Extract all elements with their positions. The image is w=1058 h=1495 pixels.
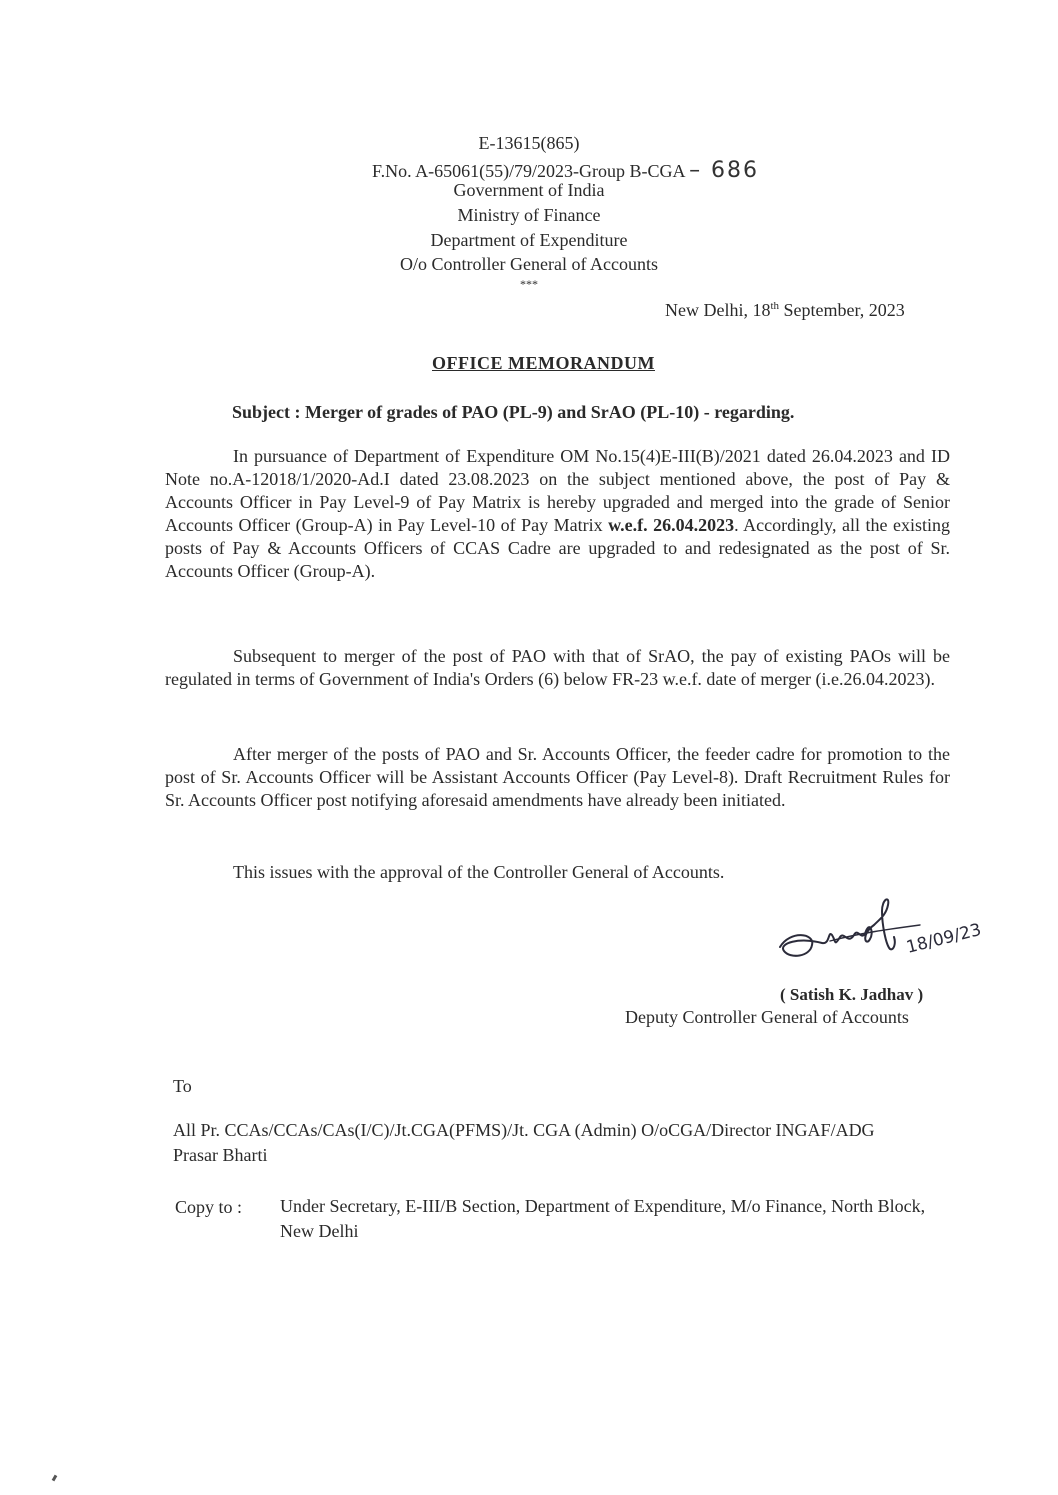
file-reference: E-13615(865) <box>478 133 580 153</box>
copy-to-label: Copy to : <box>175 1197 243 1217</box>
paragraph-3 <box>165 743 950 812</box>
paragraph-1-text-a: In pursuance of Department of Expenditure OM No.15(4)E-III(B)/2021 dated 26.04.2023 and ID Note no.A-12018/1/2020-Ad.I dated 23.08.2023 on the subject mentioned above, the post of Pay & Accounts Officer in Pay Level-9 of Pay Matrix is hereby upgraded and merged into the grade of Senior Accounts Officer (Group-A) in Pay Level-10 of Pay Matrix <box>165 446 950 535</box>
signature-date: 18/09/23 <box>904 919 984 958</box>
paragraph-1-bold: w.e.f. 26.04.2023 <box>608 515 735 535</box>
office-name: O/o Controller General of Accounts <box>400 254 658 274</box>
header-separator: *** <box>520 277 538 291</box>
paragraph-4: This issues with the approval of the Controller General of Accounts. <box>233 862 725 882</box>
paragraph-1 <box>165 445 950 583</box>
date-rest: September, 2023 <box>779 300 905 320</box>
paragraph-3-text: After merger of the posts of PAO and Sr. Accounts Officer, the feeder cadre for promotion to the post of Sr. Accounts Officer will be Assistant Accounts Officer (Pay Level-8). Draft Recruitment Rules for Sr. Accounts Officer post notifying aforesaid amendments have already been initiated. <box>165 744 950 810</box>
copy-to-text: Under Secretary, E-III/B Section, Department of Expenditure, M/o Finance, North Block, New Delhi <box>280 1196 926 1241</box>
memo-subject: Subject : Merger of grades of PAO (PL-9) and SrAO (PL-10) - regarding. <box>232 402 795 422</box>
signer-designation: Deputy Controller General of Accounts <box>625 1007 909 1027</box>
handwritten-signature <box>770 885 995 975</box>
date-place: New Delhi, 18 <box>665 300 771 320</box>
handwritten-number: – 686 <box>689 158 760 183</box>
paragraph-2-text: Subsequent to merger of the post of PAO with that of SrAO, the pay of existing PAOs will be regulated in terms of Government of India's Orders (6) below FR-23 w.e.f. date of merger (i.e.26.04.2023). <box>165 646 950 689</box>
department-name: Department of Expenditure <box>430 230 628 250</box>
recipients: All Pr. CCAs/CCAs/CAs(I/C)/Jt.CGA(PFMS)/Jt. CGA (Admin) O/oCGA/Director INGAF/ADG Prasar Bharti <box>173 1120 875 1165</box>
ministry-name: Ministry of Finance <box>457 205 601 225</box>
to-label: To <box>173 1076 192 1096</box>
paragraph-1-text-b: . Accordingly, all the existing posts of Pay & Accounts Officers of CCAS Cadre are upgraded to and redesignated as the post of Sr. Accounts Officer (Group-A). <box>165 515 950 581</box>
memo-title: OFFICE MEMORANDUM <box>432 353 655 373</box>
government-name: Government of India <box>453 180 605 200</box>
memo-date <box>665 300 905 321</box>
signer-name: ( Satish K. Jadhav ) <box>780 985 924 1004</box>
file-number-text: F.No. A-65061(55)/79/2023-Group B-CGA <box>372 161 685 181</box>
date-ordinal: th <box>770 300 780 312</box>
paragraph-2 <box>165 645 950 691</box>
scan-speck <box>52 1475 58 1482</box>
